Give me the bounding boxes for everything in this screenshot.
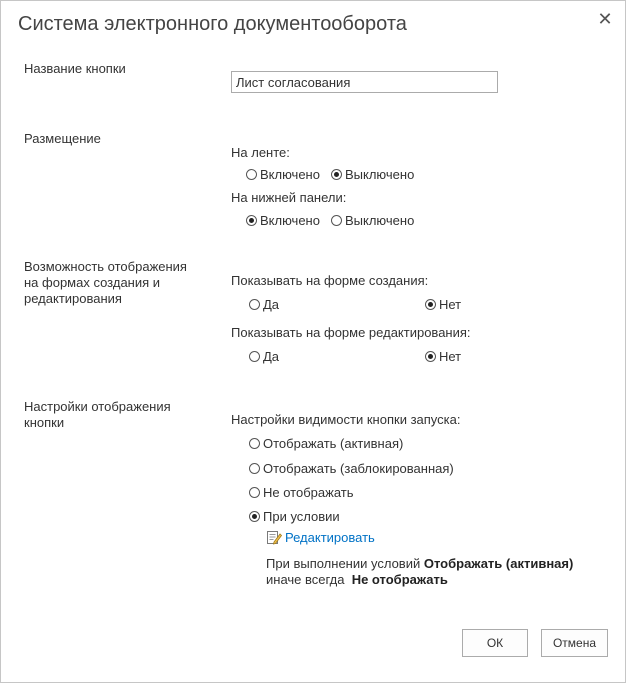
close-icon[interactable]: ✕	[597, 9, 613, 29]
create-yes-radio[interactable]	[249, 297, 279, 312]
radio-unchecked-icon	[249, 299, 260, 310]
radio-label: Включено	[260, 167, 320, 182]
radio-checked-icon	[425, 351, 436, 362]
create-no-radio[interactable]	[425, 297, 461, 312]
forms-label: Возможность отображения на формах создания и редактирования	[24, 259, 187, 306]
condition-prefix: При выполнении условий	[266, 556, 421, 571]
radio-checked-icon	[249, 511, 260, 522]
ok-button[interactable]: ОК	[462, 629, 528, 657]
edit-document-icon	[266, 529, 282, 545]
ribbon-on-radio[interactable]	[246, 167, 320, 182]
visibility-active-radio[interactable]	[249, 436, 403, 451]
radio-label: Да	[263, 349, 280, 364]
radio-unchecked-icon	[249, 438, 260, 449]
radio-label: Нет	[439, 297, 462, 312]
else-prefix: иначе всегда	[266, 572, 345, 587]
radio-label: Да	[263, 297, 280, 312]
radio-label: Не отображать	[263, 485, 354, 500]
radio-unchecked-icon	[246, 169, 257, 180]
button-name-label: Название кнопки	[24, 61, 126, 76]
visibility-label: Настройки видимости кнопки запуска:	[231, 412, 461, 427]
radio-unchecked-icon	[249, 463, 260, 474]
visibility-hidden-radio[interactable]	[249, 485, 354, 500]
bottom-off-radio[interactable]	[331, 213, 414, 228]
radio-unchecked-icon	[331, 215, 342, 226]
radio-unchecked-icon	[249, 351, 260, 362]
visibility-disabled-radio[interactable]	[249, 461, 454, 476]
radio-checked-icon	[425, 299, 436, 310]
dialog-title: Система электронного документооборота	[18, 13, 407, 35]
edit-yes-radio[interactable]	[249, 349, 279, 364]
display-settings-label: Настройки отображения кнопки	[24, 399, 171, 430]
edit-link-label: Редактировать	[285, 529, 375, 545]
visibility-condition-radio[interactable]	[249, 509, 340, 524]
radio-label: При условии	[263, 509, 340, 524]
radio-label: Включено	[260, 213, 320, 228]
edit-form-label: Показывать на форме редактирования:	[231, 325, 471, 340]
edit-condition-link[interactable]	[266, 529, 375, 545]
radio-label: Выключено	[345, 167, 415, 182]
ribbon-label: На ленте:	[231, 145, 290, 160]
ribbon-off-radio[interactable]	[331, 167, 414, 182]
bottom-on-radio[interactable]	[246, 213, 320, 228]
create-form-label: Показывать на форме создания:	[231, 273, 429, 288]
else-value: Не отображать	[351, 572, 448, 587]
edit-no-radio[interactable]	[425, 349, 461, 364]
button-name-input[interactable]	[231, 71, 498, 93]
radio-label: Выключено	[345, 213, 415, 228]
radio-label: Отображать (активная)	[263, 436, 404, 451]
cancel-button[interactable]: Отмена	[541, 629, 608, 657]
condition-value: Отображать (активная)	[423, 556, 574, 571]
placement-label: Размещение	[24, 131, 101, 146]
radio-label: Нет	[439, 349, 462, 364]
radio-label: Отображать (заблокированная)	[263, 461, 454, 476]
radio-unchecked-icon	[249, 487, 260, 498]
else-line	[266, 572, 448, 587]
radio-checked-icon	[331, 169, 342, 180]
condition-line	[266, 556, 573, 571]
radio-checked-icon	[246, 215, 257, 226]
bottom-panel-label: На нижней панели:	[231, 190, 347, 205]
